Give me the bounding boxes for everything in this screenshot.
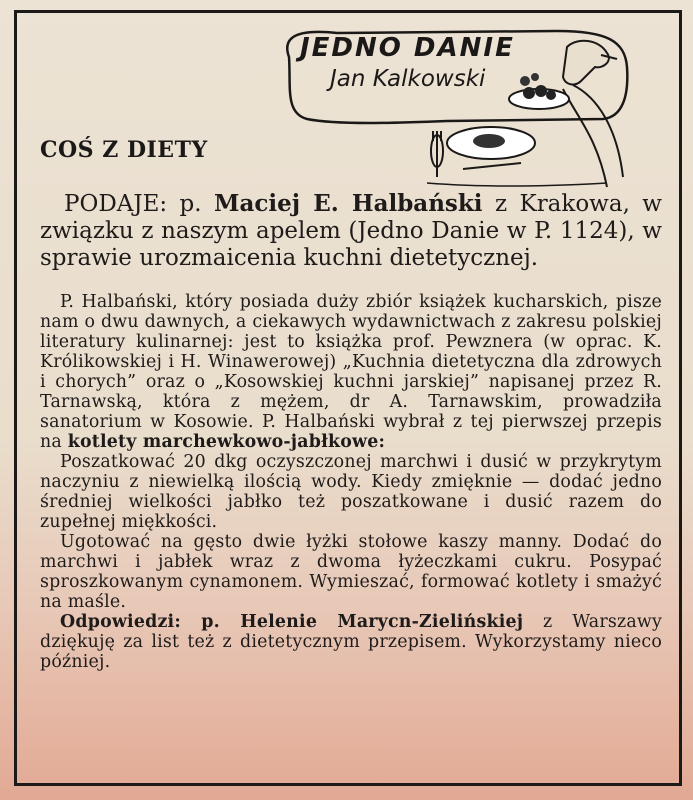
article-body: [40, 292, 662, 672]
paragraph-intro: [40, 292, 662, 452]
column-author: Jan Kalkowski: [330, 66, 486, 92]
paragraph-step-2: Ugotować na gęsto dwie łyżki stołowe kaszy manny. Dodać do marchwi i jabłek wraz z dwoma łyżeczkami cukru. Posypać sproszkowanym cynamonem. Wymieszać, formować kotlety i smażyć na maśle.: [40, 532, 662, 612]
paragraph-intro-text: P. Halbański, który posiada duży zbiór książek kucharskich, pisze nam o dwu dawnych, a ciekawych wydawnictwach z zakresu polskiej literatury kulinarnej: jest to książka prof. Pewznera (w oprac. K. Królikowskiej i H. Winawerowej) „Kuchnia dietetyczna dla zdrowych i chorych” oraz o „Kosowskiej kuchni jarskiej” napisanej przez R. Tarnawską, która z mężem, dr A. Tarnawskim, prowadziła sanatorium w Kosowie. P. Halbański wybrał z tej pierwszej przepis na: [40, 292, 662, 452]
replies-heading: Odpowiedzi: p. Helenie Marycn-Zielińskiej: [60, 612, 524, 632]
lead-paragraph: [40, 190, 662, 272]
paragraph-replies: [40, 612, 662, 672]
paragraph-step-1: Poszatkować 20 dkg oczyszczonej marchwi i dusić w przykrytym naczyniu z niewielką ilością wody. Kiedy zmięknie — dodać jedno średniej wielkości jabłko też poszatkowane i dusić razem do zupełnej miękkości.: [40, 452, 662, 532]
lead-prefix: PODAJE: p.: [64, 191, 215, 217]
recipe-name: kotlety marchewkowo-jabłkowe:: [67, 432, 386, 452]
column-logo-title: JEDNO DANIE: [300, 33, 515, 63]
lead-rest: z Krakowa, w związku z naszym apelem (Jedno Danie w P. 1124), w sprawie urozmaicenia kuchni dietetycznej.: [40, 191, 662, 271]
lead-name: Maciej E. Halbański: [214, 190, 483, 217]
article-title: COŚ Z DIETY: [40, 137, 208, 163]
replies-text: z Warszawy dziękuję za list też z dietetycznym przepisem. Wykorzystamy nieco później.: [40, 612, 662, 672]
